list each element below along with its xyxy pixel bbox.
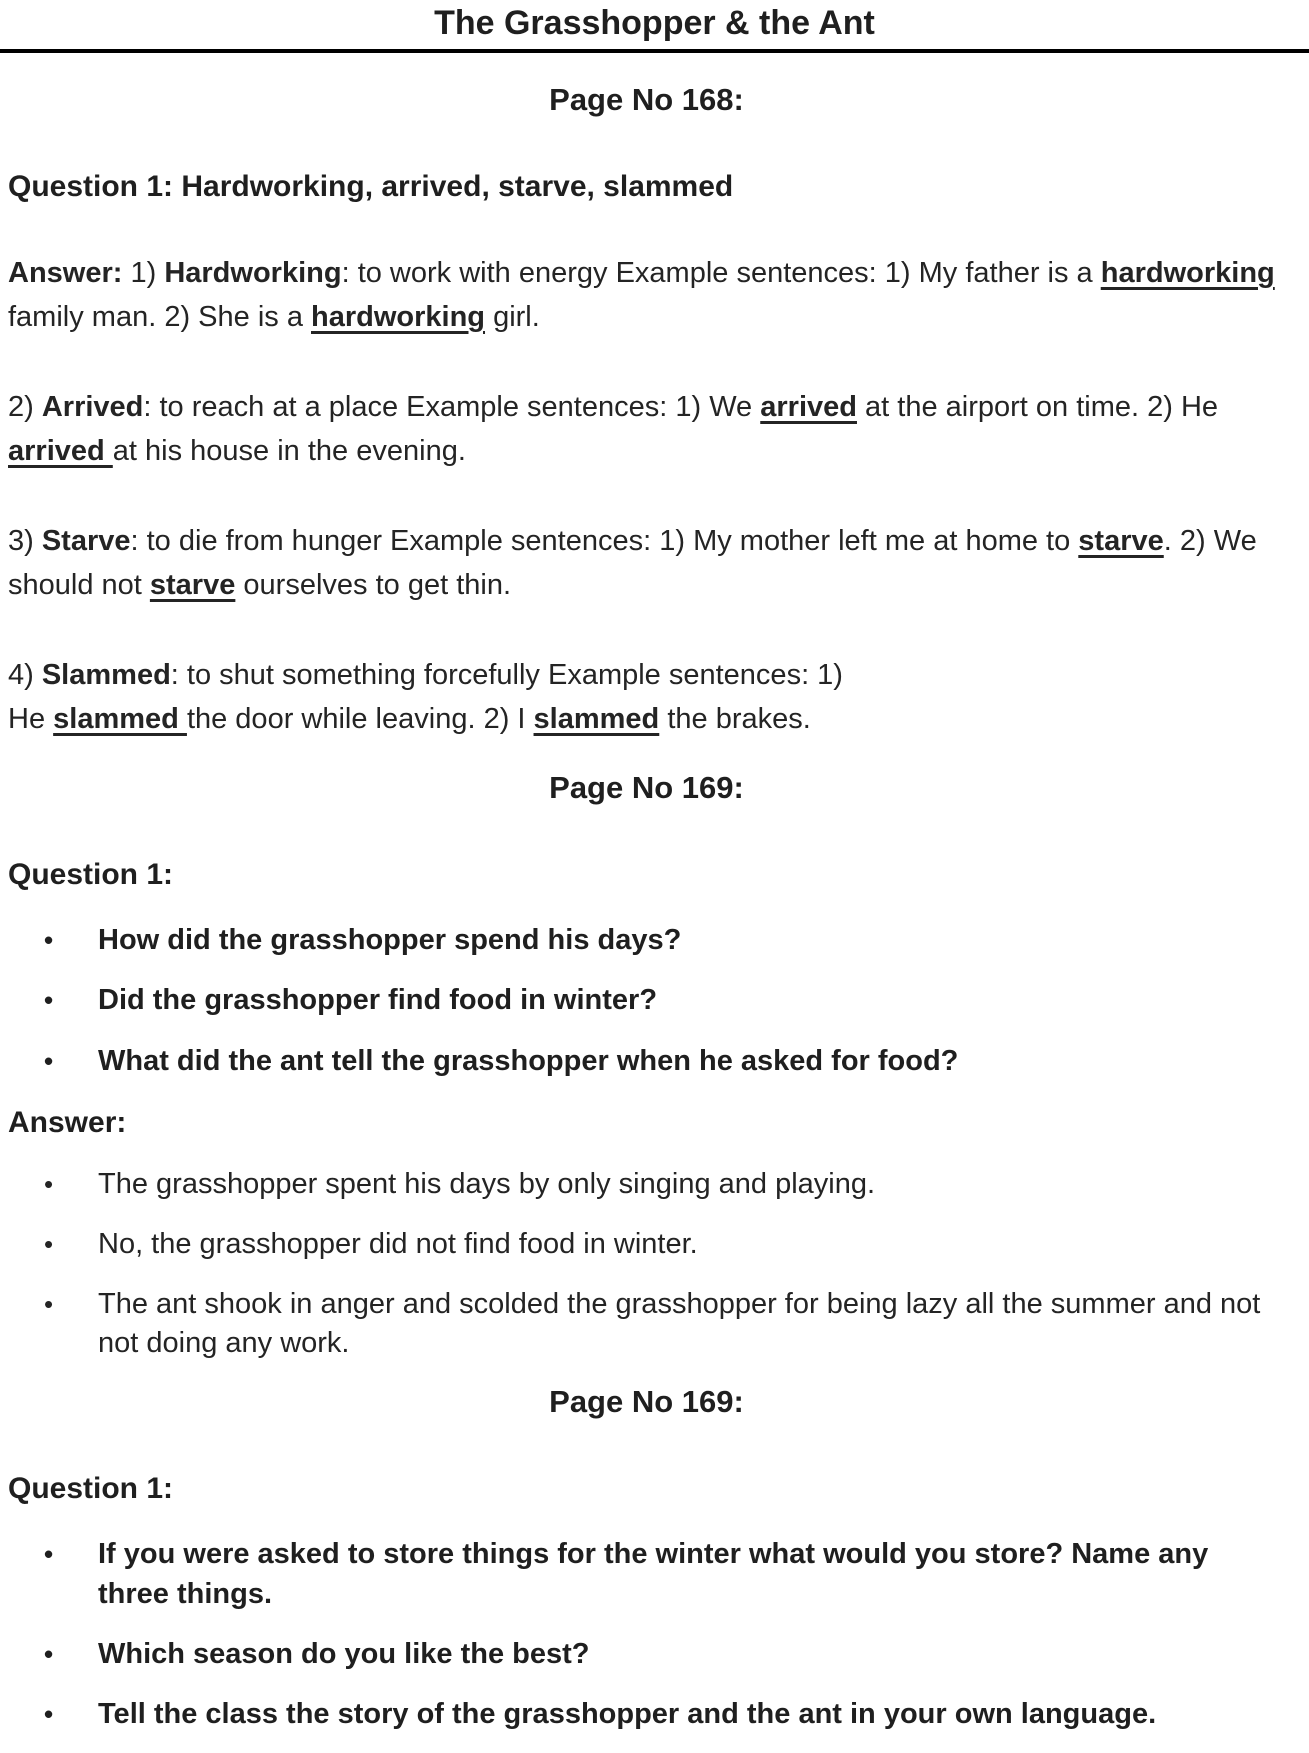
bullet-icon: • bbox=[44, 1168, 54, 1199]
bullet-text: No, the grasshopper did not find food in winter. bbox=[98, 1227, 698, 1260]
answer-heading: Answer: bbox=[8, 1105, 127, 1139]
bullet-item bbox=[8, 1285, 1285, 1363]
bullet-item bbox=[8, 981, 1285, 1020]
bullet-text: Tell the class the story of the grasshopper and the ant in your own language. bbox=[98, 1697, 1157, 1730]
page-heading-169b: Page No 169: bbox=[549, 1384, 744, 1420]
question-bullet-list bbox=[8, 921, 1285, 1080]
bullet-item bbox=[8, 1695, 1285, 1734]
bullet-item bbox=[8, 1635, 1285, 1674]
bullet-text: If you were asked to store things for the winter what would you store? Name any three things. bbox=[98, 1538, 1209, 1610]
bullet-icon: • bbox=[44, 985, 54, 1016]
page-heading-169a: Page No 169: bbox=[549, 770, 744, 806]
bullet-item bbox=[8, 921, 1285, 960]
question-bullet-list-2 bbox=[8, 1535, 1285, 1734]
definition-hardworking: Answer: 1) Hardworking: to work with energy Example sentences: 1) My father is a hardworking family man. 2) She is a hardworking girl. bbox=[8, 256, 1275, 333]
answer-bullet-list bbox=[8, 1165, 1285, 1364]
bullet-text: The ant shook in anger and scolded the grasshopper for being lazy all the summer and not not doing any work. bbox=[98, 1288, 1261, 1360]
bullet-item bbox=[8, 1042, 1285, 1081]
bullet-icon: • bbox=[44, 1045, 54, 1076]
bullet-text: How did the grasshopper spend his days? bbox=[98, 924, 682, 957]
bullet-item bbox=[8, 1225, 1285, 1264]
bullet-text: Which season do you like the best? bbox=[98, 1637, 590, 1670]
page-heading-168: Page No 168: bbox=[549, 81, 744, 117]
document-title: The Grasshopper & the Ant bbox=[434, 4, 875, 42]
question-heading-169b: Question 1: bbox=[8, 1472, 174, 1506]
definition-starve: 3) Starve: to die from hunger Example sentences: 1) My mother left me at home to starve. 2) We should not starve ourselves to get thin. bbox=[8, 524, 1257, 601]
bullet-icon: • bbox=[44, 925, 54, 956]
bullet-icon: • bbox=[44, 1289, 54, 1320]
question-heading-168: Question 1: Hardworking, arrived, starve, slammed bbox=[8, 169, 734, 203]
title-divider bbox=[0, 49, 1309, 53]
bullet-text: The grasshopper spent his days by only singing and playing. bbox=[98, 1167, 876, 1200]
document-content bbox=[0, 83, 1309, 1734]
bullet-icon: • bbox=[44, 1228, 54, 1259]
bullet-icon: • bbox=[44, 1638, 54, 1669]
definition-slammed: 4) Slammed: to shut something forcefully Example sentences: 1) He slammed the door while leaving. 2) I slammed the brakes. bbox=[8, 659, 843, 736]
definition-arrived: 2) Arrived: to reach at a place Example sentences: 1) We arrived at the airport on time. 2) He arrived at his house in the evening. bbox=[8, 390, 1219, 467]
bullet-text: Did the grasshopper find food in winter? bbox=[98, 984, 658, 1017]
bullet-item bbox=[8, 1165, 1285, 1204]
bullet-icon: • bbox=[44, 1698, 54, 1729]
bullet-text: What did the ant tell the grasshopper when he asked for food? bbox=[98, 1044, 959, 1077]
bullet-icon: • bbox=[44, 1539, 54, 1570]
question-heading-169a: Question 1: bbox=[8, 858, 174, 892]
bullet-item bbox=[8, 1535, 1285, 1613]
